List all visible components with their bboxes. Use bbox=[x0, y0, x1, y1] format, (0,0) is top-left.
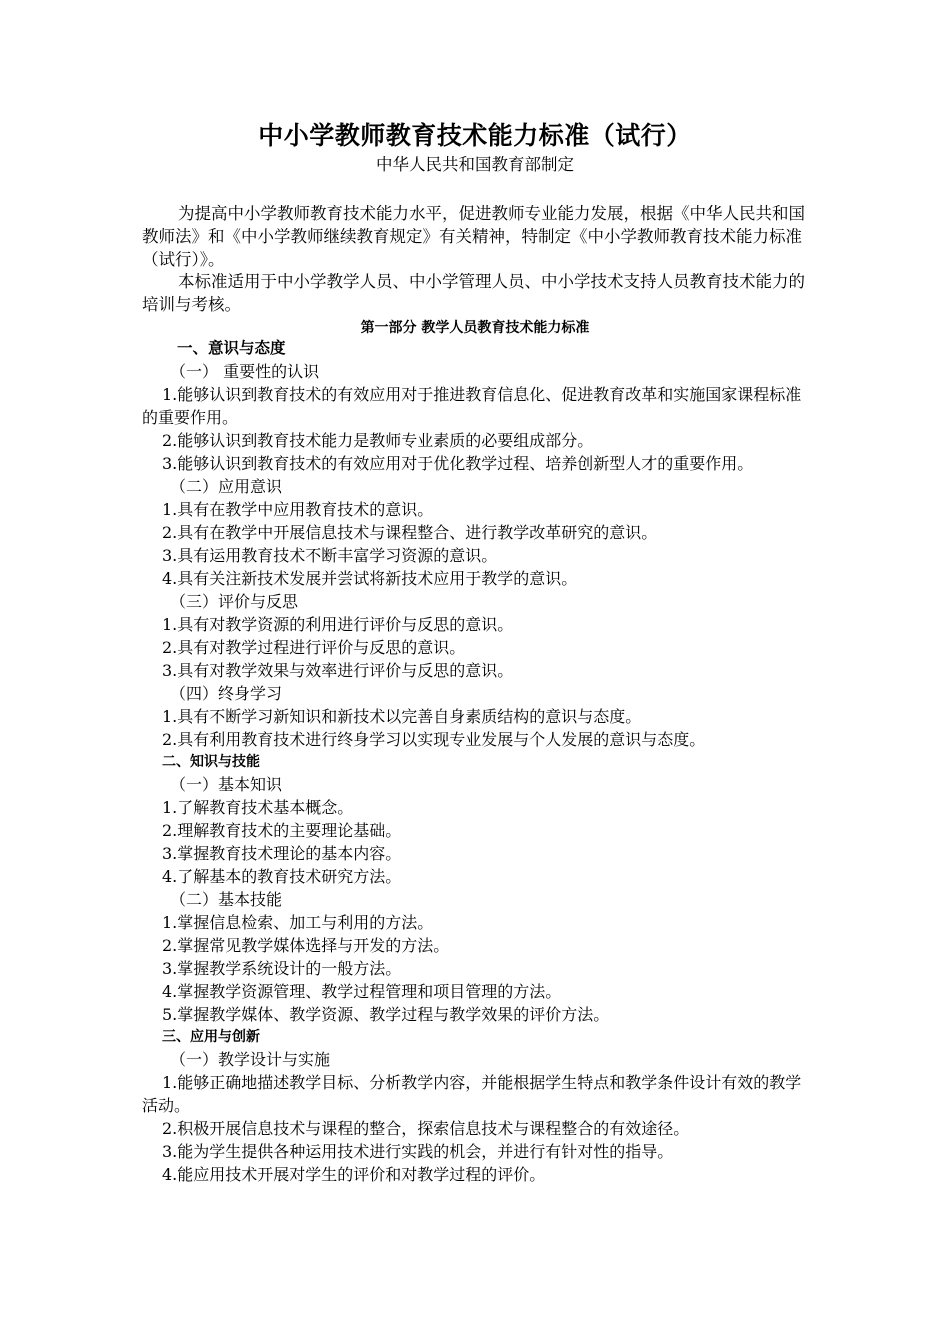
subsection-heading: （一）教学设计与实施 bbox=[170, 1050, 331, 1069]
list-item: 1.掌握信息检索、加工与利用的方法。 bbox=[162, 913, 434, 932]
list-item: 3.掌握教学系统设计的一般方法。 bbox=[162, 959, 402, 978]
list-item: 1.具有在教学中应用教育技术的意识。 bbox=[162, 500, 434, 519]
intro-paragraph-2: 本标准适用于中小学教学人员、中小学管理人员、中小学技术支持人员教育技术能力的培训与考核。 bbox=[142, 272, 805, 314]
list-item: 2.能够认识到教育技术能力是教师专业素质的必要组成部分。 bbox=[162, 431, 594, 450]
list-item: 4.具有关注新技术发展并尝试将新技术应用于教学的意识。 bbox=[162, 569, 578, 588]
intro-paragraph-1: 为提高中小学教师教育技术能力水平，促进教师专业能力发展，根据《中华人民共和国教师法》和《中小学教师继续教育规定》有关精神，特制定《中小学教师教育技术能力标准（试行）》。 bbox=[142, 204, 805, 269]
document-title: 中小学教师教育技术能力标准（试行） bbox=[258, 121, 692, 150]
section-heading: 三、应用与创新 bbox=[162, 1029, 260, 1045]
list-item: 1.具有不断学习新知识和新技术以完善自身素质结构的意识与态度。 bbox=[162, 707, 642, 726]
subsection-heading: （四）终身学习 bbox=[170, 684, 283, 703]
list-item: 3.能为学生提供各种运用技术进行实践的机会，并进行有针对性的指导。 bbox=[162, 1142, 674, 1161]
subsection-heading: （一） 重要性的认识 bbox=[170, 362, 320, 381]
list-item: 4.掌握教学资源管理、教学过程管理和项目管理的方法。 bbox=[162, 982, 562, 1001]
list-item: 1.能够认识到教育技术的有效应用对于推进教育信息化、促进教育改革和实施国家课程标准的重要作用。 bbox=[142, 385, 802, 427]
list-item: 3.掌握教育技术理论的基本内容。 bbox=[162, 844, 402, 863]
section-heading: 二、知识与技能 bbox=[162, 754, 260, 770]
standard-content bbox=[142, 337, 814, 1186]
list-item: 5.掌握教学媒体、教学资源、教学过程与教学效果的评价方法。 bbox=[162, 1005, 610, 1024]
document-subtitle: 中华人民共和国教育部制定 bbox=[376, 155, 574, 174]
section-heading: 一、意识与态度 bbox=[177, 339, 286, 357]
list-item: 1.具有对教学资源的利用进行评价与反思的意识。 bbox=[162, 615, 514, 634]
subsection-heading: （二）应用意识 bbox=[170, 477, 283, 496]
subsection-heading: （一）基本知识 bbox=[170, 775, 283, 794]
list-item: 2.具有对教学过程进行评价与反思的意识。 bbox=[162, 638, 466, 657]
list-item: 3.能够认识到教育技术的有效应用对于优化教学过程、培养创新型人才的重要作用。 bbox=[162, 454, 754, 473]
list-item: 2.理解教育技术的主要理论基础。 bbox=[162, 821, 402, 840]
list-item: 2.具有在教学中开展信息技术与课程整合、进行教学改革研究的意识。 bbox=[162, 523, 658, 542]
list-item: 4.了解基本的教育技术研究方法。 bbox=[162, 867, 402, 886]
list-item: 4.能应用技术开展对学生的评价和对教学过程的评价。 bbox=[162, 1165, 546, 1184]
subsection-heading: （三）评价与反思 bbox=[170, 592, 299, 611]
list-item: 2.掌握常见教学媒体选择与开发的方法。 bbox=[162, 936, 450, 955]
list-item: 1.能够正确地描述教学目标、分析教学内容，并能根据学生特点和教学条件设计有效的教学活动。 bbox=[142, 1073, 802, 1115]
list-item: 3.具有对教学效果与效率进行评价与反思的意识。 bbox=[162, 661, 514, 680]
list-item: 2.积极开展信息技术与课程的整合，探索信息技术与课程整合的有效途径。 bbox=[162, 1119, 690, 1138]
subsection-heading: （二）基本技能 bbox=[170, 890, 283, 909]
list-item: 2.具有利用教育技术进行终身学习以实现专业发展与个人发展的意识与态度。 bbox=[162, 730, 706, 749]
list-item: 3.具有运用教育技术不断丰富学习资源的意识。 bbox=[162, 546, 498, 565]
part-title: 第一部分 教学人员教育技术能力标准 bbox=[360, 320, 590, 336]
list-item: 1.了解教育技术基本概念。 bbox=[162, 798, 354, 817]
